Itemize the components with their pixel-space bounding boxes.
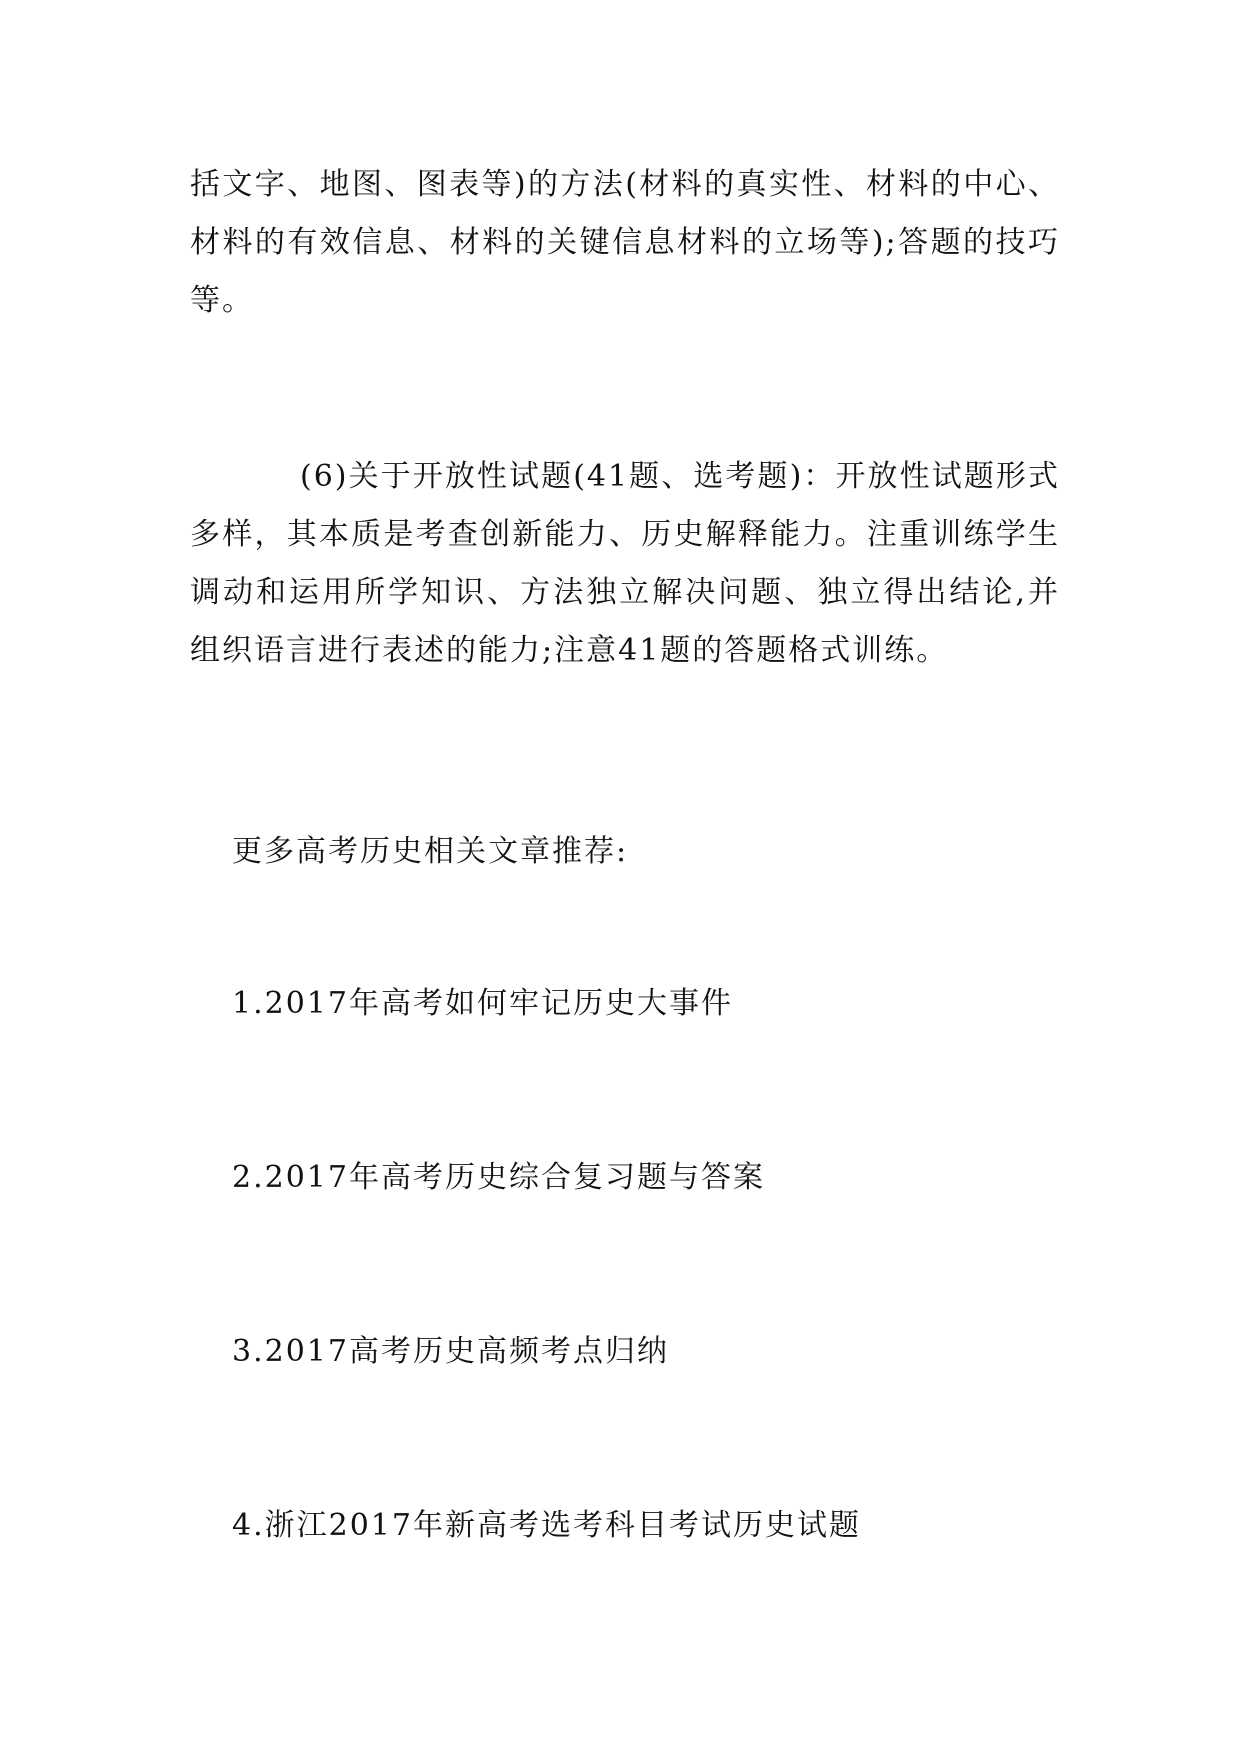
paragraph-open-questions: (6)关于开放性试题(41题、选考题)：开放性试题形式多样，其本质是考查创新能力、历史解释能力。注重训练学生调动和运用所学知识、方法独立解决问题、独立得出结论,并组织语言进行表述的能力;注意41题的答题格式训练。 xyxy=(190,459,1060,668)
recommendation-link-1[interactable]: 1.2017年高考如何牢记历史大事件 xyxy=(232,986,733,1021)
recommendation-link-4[interactable]: 4.浙江2017年新高考选考科目考试历史试题 xyxy=(232,1508,861,1543)
recommendation-link-2[interactable]: 2.2017年高考历史综合复习题与答案 xyxy=(232,1160,765,1195)
paragraph-material-methods: 括文字、地图、图表等)的方法(材料的真实性、材料的中心、材料的有效信息、材料的关键信息材料的立场等);答题的技巧等。 xyxy=(190,167,1060,318)
recommendation-link-3[interactable]: 3.2017高考历史高频考点归纳 xyxy=(232,1334,669,1369)
more-articles-heading: 更多高考历史相关文章推荐: xyxy=(232,834,629,869)
